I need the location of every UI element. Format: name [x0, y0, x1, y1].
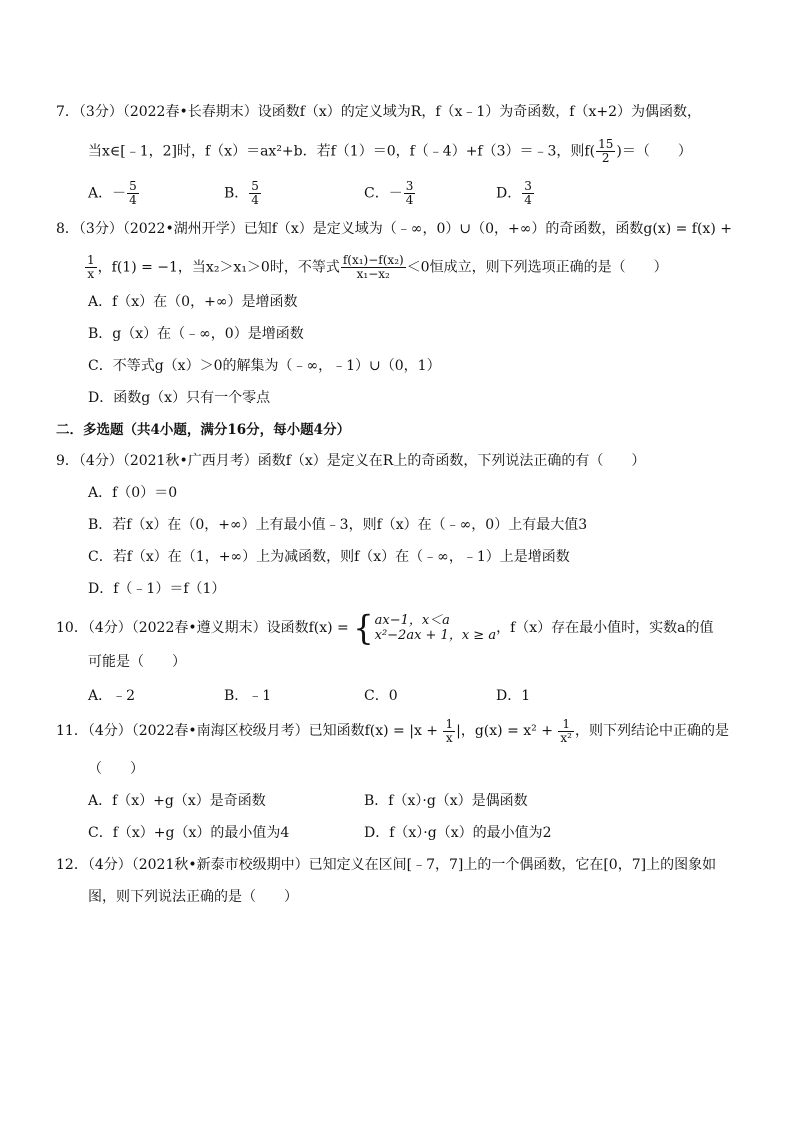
q7-option-a[interactable]: A．－ $\frac{5}{4}$ [88, 179, 137, 207]
fraction-15-over-2: $\frac{15}{2}$ [598, 137, 614, 165]
q9-option-c[interactable]: C．若f（x）在（1，+∞）上为减函数，则f（x）在（﹣∞，﹣1）上是增函数 [88, 549, 570, 565]
q10-option-a[interactable]: A．﹣2 [88, 688, 136, 704]
section-heading-multiple-choice: 二．多选题（共4小题，满分16分，每小题4分） [56, 422, 351, 438]
q11-option-a[interactable]: A．f（x）+g（x）是奇函数 [88, 793, 266, 809]
q9-option-d[interactable]: D．f（﹣1）＝f（1） [88, 581, 226, 597]
q10-option-c[interactable]: C．0 [364, 688, 398, 704]
q8-stem-line2: $\frac{1}{x}$ ，f(1) = −1，当x₂＞x₁＞0时，不等式 $\frac{\text{f(x₁)−f(x₂)}}{\text{x₁−x₂}}$ ＜0恒成立，则下列选项正确的是（ ） [87, 253, 668, 281]
piecewise-cases: ax−1，x＜a x²−2ax + 1，x ≥ a [374, 613, 497, 643]
q7-option-c[interactable]: C．－ $\frac{3}{4}$ [364, 179, 414, 207]
q11-option-b[interactable]: B．f（x）·g（x）是偶函数 [364, 793, 528, 809]
q8-option-d[interactable]: D．函数g（x）只有一个零点 [88, 390, 271, 406]
q10-stem-line2: 可能是（ ） [88, 654, 186, 670]
q7-option-b[interactable]: B． $\frac{5}{4}$ [224, 179, 259, 207]
inequality-fraction: $\frac{\text{f(x₁)−f(x₂)}}{\text{x₁−x₂}}$ [342, 253, 404, 281]
piecewise-brace: { [353, 608, 374, 648]
q7-stem-line1: 7．（3分）（2022春•长春期末）设函数f（x）的定义域为R，f（x﹣1）为奇函数，f（x+2）为偶函数， [56, 104, 702, 120]
q12-stem-line1: 12．（4分）（2021秋•新泰市校级期中）已知定义在区间[﹣7，7]上的一个偶函数，它在[0，7]上的图象如 [56, 857, 717, 873]
q7-stem-line2: 当x∈[﹣1，2]时，f（x）＝ax²+b．若f（1）＝0，f（﹣4）+f（3）＝﹣3，则f( $\frac{15}{2}$ )＝（ ） [88, 137, 692, 165]
q10-stem-line1: 10．（4分）（2022春•遵义期末）设函数f(x) = { ax−1，x＜a x²−2ax + 1，x ≥ a ，f（x）存在最小值时，实数a的值 [56, 608, 714, 648]
q11-option-c[interactable]: C．f（x）+g（x）的最小值为4 [88, 825, 290, 841]
q9-option-b[interactable]: B．若f（x）在（0，+∞）上有最小值﹣3，则f（x）在（﹣∞，0）上有最大值3 [88, 517, 588, 533]
q8-option-c[interactable]: C．不等式g（x）＞0的解集为（﹣∞，﹣1）∪（0，1） [88, 358, 441, 374]
q8-option-b[interactable]: B．g（x）在（﹣∞，0）是增函数 [88, 326, 304, 342]
fraction-1-over-x: $\frac{1}{x}$ [87, 253, 95, 281]
q9-stem: 9．（4分）（2021秋•广西月考）函数f（x）是定义在R上的奇函数，下列说法正确的有（ ） [56, 453, 646, 469]
q9-option-a[interactable]: A．f（0）＝0 [88, 485, 178, 501]
q10-option-d[interactable]: D．1 [496, 688, 531, 704]
q8-option-a[interactable]: A．f（x）在（0，+∞）是增函数 [88, 294, 298, 310]
q10-option-b[interactable]: B．﹣1 [224, 688, 272, 704]
q8-stem-line1: 8．（3分）（2022•湖州开学）已知f（x）是定义域为（﹣∞，0）∪（0，+∞）的奇函数，函数g(x) = f(x) + [56, 221, 732, 237]
q7-option-d[interactable]: D． $\frac{3}{4}$ [496, 179, 532, 207]
q12-stem-line2: 图，则下列说法正确的是（ ） [88, 889, 298, 905]
q11-stem-line1: 11．（4分）（2022春•南海区校级月考）已知函数f(x) = |x + $\frac{1}{x}$ |，g(x) = x² + $\frac{1}{\text{x²}}$ ，则下列结论中正确的是 [56, 716, 729, 745]
q11-stem-line2: （ ） [88, 761, 144, 777]
q11-option-d[interactable]: D．f（x）·g（x）的最小值为2 [364, 825, 552, 841]
